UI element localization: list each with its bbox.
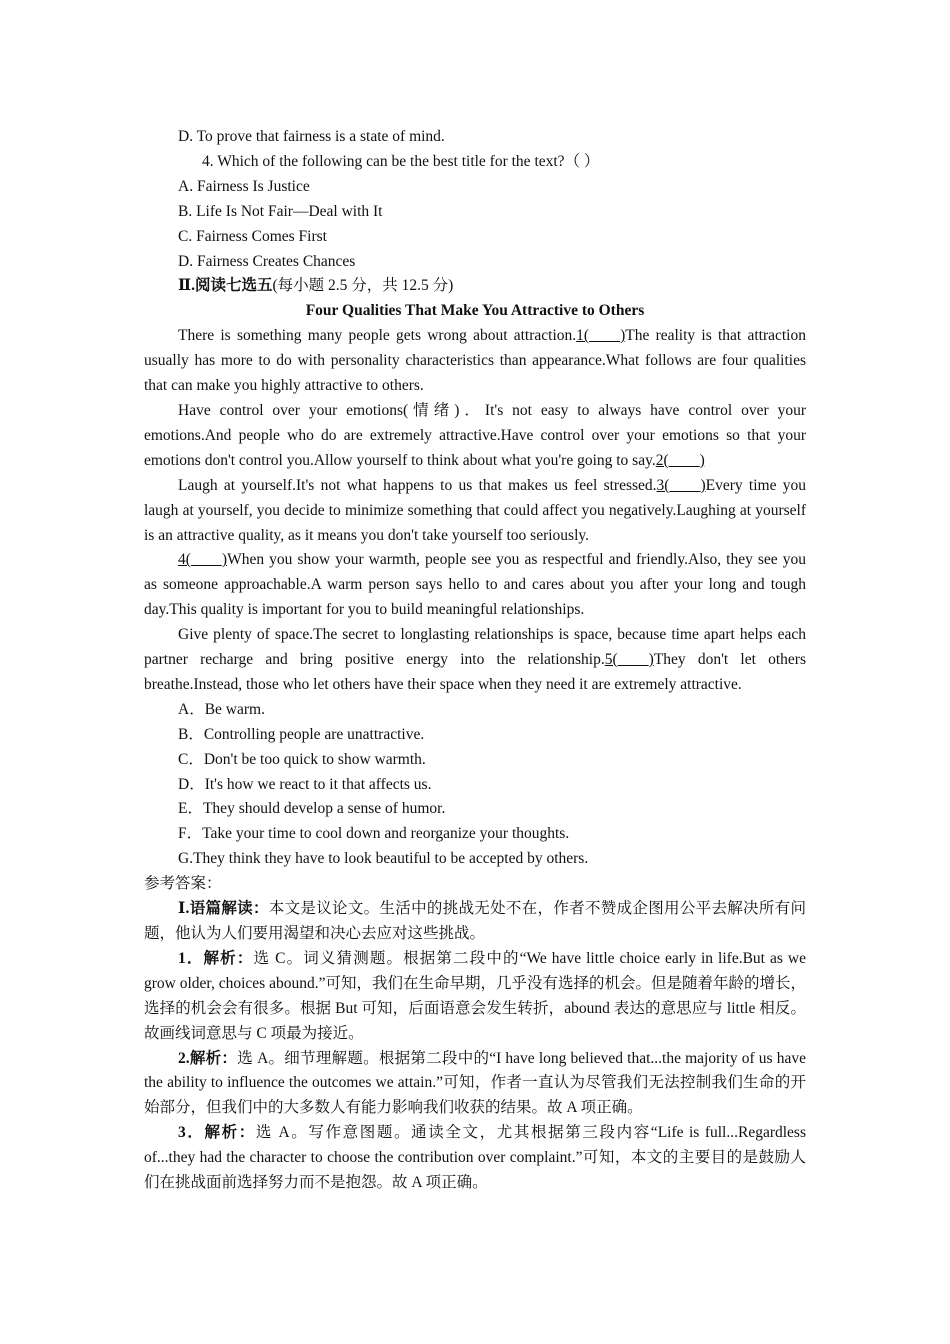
answers-heading: 参考答案： xyxy=(144,875,222,893)
option-c: C．Don't be too quick to show warmth. xyxy=(178,750,426,768)
option-f: F．Take your time to cool down and reorganize your thoughts. xyxy=(178,825,570,843)
option-e: E．They should develop a sense of humor. xyxy=(178,800,446,818)
option-a: A．Be warm. xyxy=(178,700,265,718)
blank-4: 4(____) xyxy=(178,551,228,569)
option-d: D．It's how we react to it that affects us. xyxy=(178,775,432,793)
blank-5: 5(____) xyxy=(604,651,654,669)
passage-paragraph-2: Have control over your emotions(情绪)．It's not easy to always have control over your emotions.And people who do are extremely attractive.Have control over your emotions so that your emotions don't control you.Allow yourself to think about what you're going to say.2(____) xyxy=(144,401,806,469)
q4-option-d: D. Fairness Creates Chances xyxy=(178,252,356,270)
answer-2: 2.解析：选 A。细节理解题。根据第二段中的“I have long believed that...the majority of us have the ability to influence the outcomes we attain.”可知，作者一直认为尽管我们无法控制我们生命的开始部分，但我们中的大多数人有能力影响我们收获的结果。故 A 项正确。 xyxy=(144,1049,806,1117)
q4-option-b: B. Life Is Not Fair—Deal with It xyxy=(178,202,383,220)
answers-intro: Ⅰ.语篇解读：本文是议论文。生活中的挑战无处不在，作者不赞成企图用公平去解决所有问题，他认为人们要用渴望和决心去应对这些挑战。 xyxy=(144,900,806,942)
passage-title: Four Qualities That Make You Attractive to Others xyxy=(305,302,645,320)
blank-2: 2(____) xyxy=(655,451,705,469)
answer-1: 1．解析：选 C。词义猜测题。根据第二段中的“We have little choice early in life.But as we grow older, choices abound.”可知，我们在生命早期，几乎没有选择的机会。但是随着年龄的增长，选择的机会会有很多。根据 But 可知，后面语意会发生转折，abound 表达的意思应与 little 相反。故画线词意思与 C 项最为接近。 xyxy=(144,949,806,1042)
answer-3: 3．解析：选 A。写作意图题。通读全文，尤其根据第三段内容“Life is full...Regardless of...they had the character to choose the contribution over complaint.”可知，本文的主要目的是鼓励人们在挑战面前选择努力而不是抱怨。故 A 项正确。 xyxy=(144,1124,806,1192)
q3-option-d: D. To prove that fairness is a state of mind. xyxy=(178,128,445,145)
passage-paragraph-4: 4(____)When you show your warmth, people see you as respectful and friendly.Also, they see you as someone approachable.A warm person says hello to and cares about you after your long and tough day.This quality is important for you to build meaningful relationships. xyxy=(144,551,806,619)
document-page xyxy=(144,125,806,1196)
q4-option-a: A. Fairness Is Justice xyxy=(178,177,310,195)
passage-paragraph-3: Laugh at yourself.It's not what happens to us that makes us feel stressed.3(____)Every time you laugh at yourself, you decide to minimize something that could affect you negatively.Laughing at yourself is an attractive quality, as it means you don't take yourself too seriously. xyxy=(144,476,807,544)
option-b: B．Controlling people are unattractive. xyxy=(178,725,425,743)
option-g: G.They think they have to look beautiful to be accepted by others. xyxy=(178,850,589,868)
passage-paragraph-5: Give plenty of space.The secret to longlasting relationships is space, because time apart helps each partner recharge and bring positive energy into the relationship.5(____)They don't let others breathe.Instead, those who let others have their space when they need it are extremely attractive. xyxy=(144,626,807,693)
blank-3: 3(____) xyxy=(656,476,706,494)
section2-heading: Ⅱ.阅读七选五(每小题 2.5 分，共 12.5 分) xyxy=(178,277,454,295)
q4-question: 4. Which of the following can be the best title for the text?（ ） xyxy=(202,152,600,170)
q4-option-c: C. Fairness Comes First xyxy=(178,227,327,245)
passage-paragraph-1: There is something many people gets wrong about attraction.1(____)The reality is that attraction usually has more to do with personality characteristics than appearance.What follows are four qualities that can make you highly attractive to others. xyxy=(144,327,806,395)
blank-1: 1(____) xyxy=(576,327,626,345)
